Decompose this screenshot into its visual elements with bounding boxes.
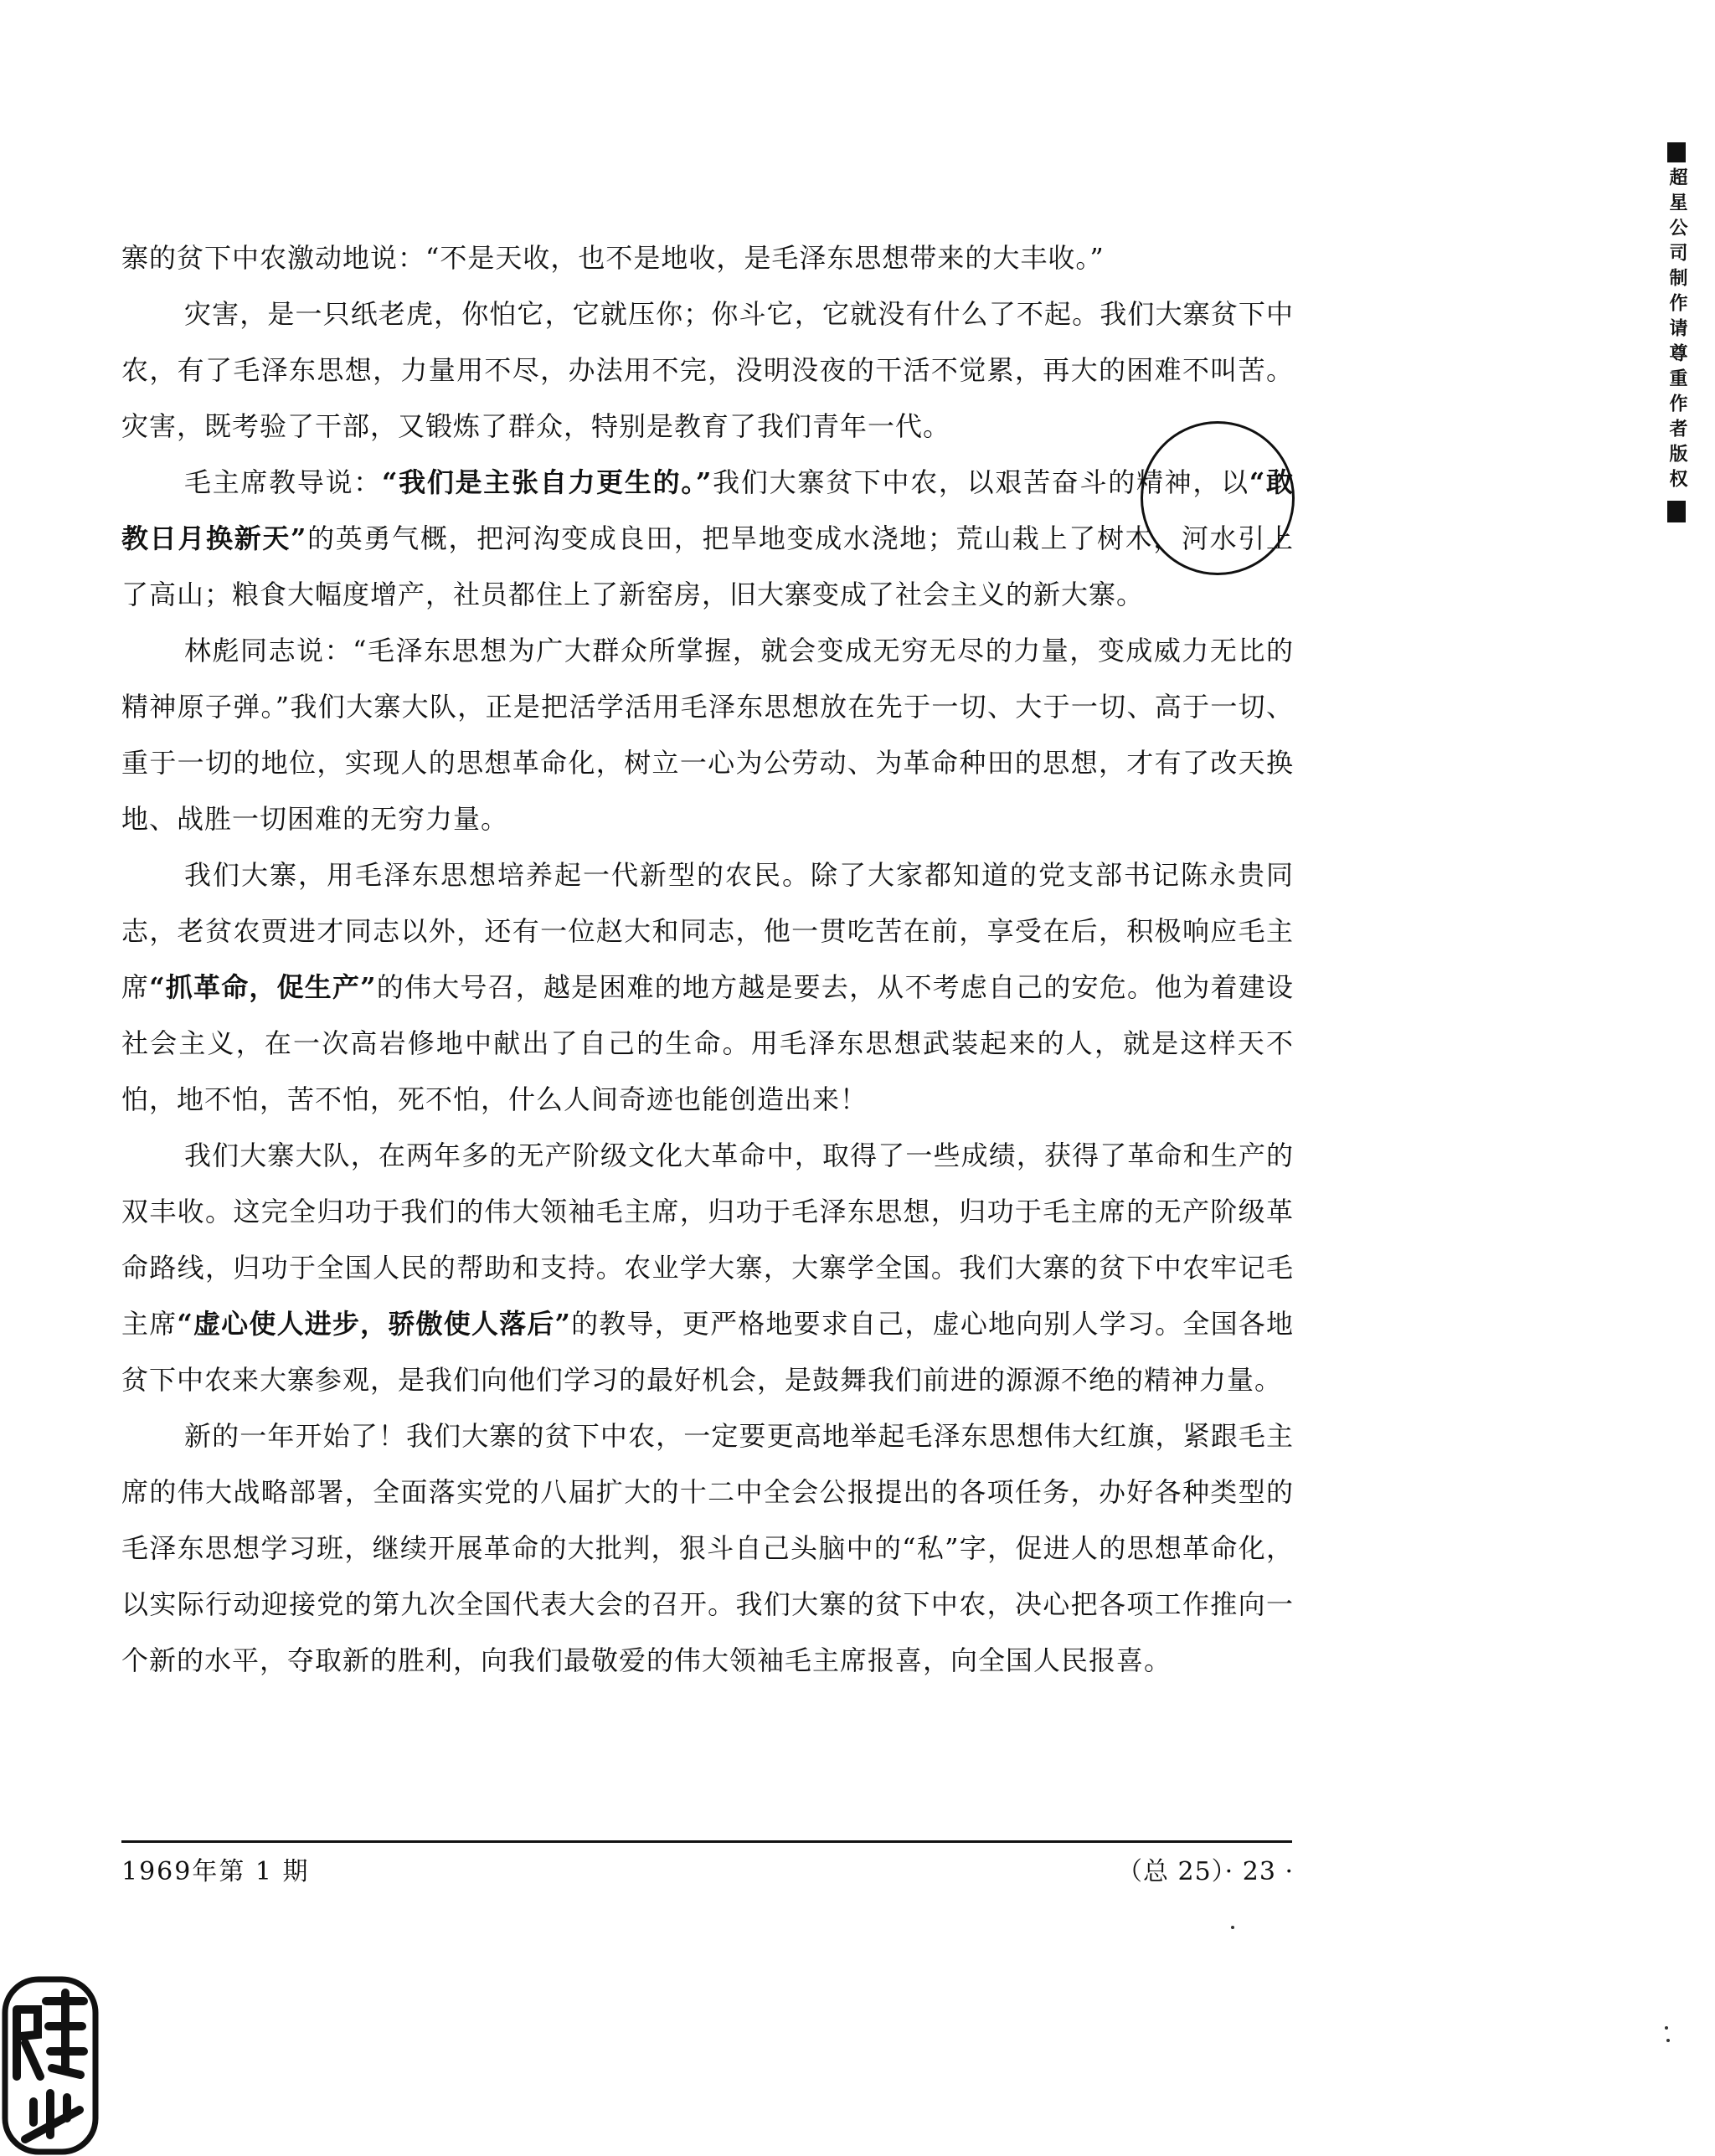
paragraph <box>121 1408 1294 1689</box>
paragraph <box>121 1128 1294 1408</box>
bold-quote: “虚心使人进步，骄傲使人落后” <box>177 1308 571 1340</box>
paragraph-text: 我们大寨大队，在两年多的无产阶级文化大革命中，取得了一些成绩，获得了革命和生产的双丰收。这完全归功于我们的伟大领袖毛主席，归功于毛泽东思想，归功于毛主席的无产阶级革命路线，归功于全国人民的帮助和支持。农业学大寨，大寨学全国。我们大寨的贫下中农牢记毛主席 <box>121 1140 1294 1340</box>
seal-stamp-icon <box>0 1976 100 2156</box>
paragraph-text: 的伟大号召，越是困难的地方越是要去，从不考虑自己的安危。他为着建设社会主义，在一次高岩修地中献出了自己的生命。用毛泽东思想武装起来的人，就是这样天不怕，地不怕，苦不怕，死不怕，什么人间奇迹也能创造出来！ <box>121 971 1294 1115</box>
paragraph <box>121 623 1294 847</box>
article-body <box>121 230 1294 1689</box>
footer-divider <box>121 1840 1292 1843</box>
paragraph <box>121 230 1294 286</box>
copyright-note: 超星公司制作请尊重作者版权 <box>1666 167 1687 494</box>
hand-drawn-circle-mark <box>1141 421 1295 575</box>
paragraph <box>121 847 1294 1128</box>
paragraph <box>121 455 1294 623</box>
side-copyright-strip <box>1662 142 1704 522</box>
issue-label: 1969年第 1 期 <box>121 1857 310 1886</box>
paragraph-text: 我们大寨，用毛泽东思想培养起一代新型的农民。除了大家都知道的党支部书记陈永贵同志，老贫农贾进才同志以外，还有一位赵大和同志，他一贯吃苦在前，享受在后，积极响应毛主席 <box>121 859 1294 1003</box>
bold-quote: “敢教日月换新天” <box>121 466 1294 554</box>
strip-bar-bottom <box>1667 501 1686 522</box>
paragraph-text: 林彪同志说：“毛泽东思想为广大群众所掌握，就会变成无穷无尽的力量，变成威力无比的精神原子弹。”我们大寨大队，正是把活学活用毛泽东思想放在先于一切、大于一切、高于一切、重于一切的地位，实现人的思想革命化，树立一心为公劳动、为革命种田的思想，才有了改天换地、战胜一切困难的无穷力量。 <box>121 635 1294 835</box>
bold-quote: “抓革命，促生产” <box>149 971 377 1003</box>
paragraph-text: 的教导，更严格地要求自己，虚心地向别人学习。全国各地贫下中农来大寨参观，是我们向他们学习的最好机会，是鼓舞我们前进的源源不绝的精神力量。 <box>121 1308 1294 1396</box>
paragraph-text: 的英勇气概，把河沟变成良田，把旱地变成水浇地；荒山栽上了树木，河水引上了高山；粮食大幅度增产，社员都住上了新窑房，旧大寨变成了社会主义的新大寨。 <box>121 522 1294 610</box>
scan-speck <box>1665 2026 1668 2030</box>
page-number: （总 25）· 23 · <box>1116 1857 1294 1886</box>
paragraph-text: 毛主席教导说： <box>184 466 383 498</box>
paragraph-text: 寨的贫下中农激动地说：“不是天收，也不是地收，是毛泽东思想带来的大丰收。” <box>121 242 1105 274</box>
scan-speck <box>1666 2039 1670 2042</box>
strip-bar-top <box>1667 142 1686 162</box>
paragraph-text: 新的一年开始了！我们大寨的贫下中农，一定要更高地举起毛泽东思想伟大红旗，紧跟毛主席的伟大战略部署，全面落实党的八届扩大的十二中全会公报提出的各项任务，办好各种类型的毛泽东思想学习班，继续开展革命的大批判，狠斗自己头脑中的“私”字，促进人的思想革命化，以实际行动迎接党的第九次全国代表大会的召开。我们大寨的贫下中农，决心把各项工作推向一个新的水平，夺取新的胜利，向我们最敬爱的伟大领袖毛主席报喜，向全国人民报喜。 <box>121 1420 1294 1676</box>
paragraph <box>121 286 1294 455</box>
paragraph-text: 我们大寨贫下中农，以艰苦奋斗的精神，以 <box>712 466 1249 498</box>
paragraph-text: 灾害，是一只纸老虎，你怕它，它就压你；你斗它，它就没有什么了不起。我们大寨贫下中农，有了毛泽东思想，力量用不尽，办法用不完，没明没夜的干活不觉累，再大的困难不叫苦。灾害，既考验了干部，又锻炼了群众，特别是教育了我们青年一代。 <box>121 298 1294 442</box>
scan-speck <box>1231 1926 1234 1929</box>
bold-quote: “我们是主张自力更生的。” <box>382 466 713 498</box>
